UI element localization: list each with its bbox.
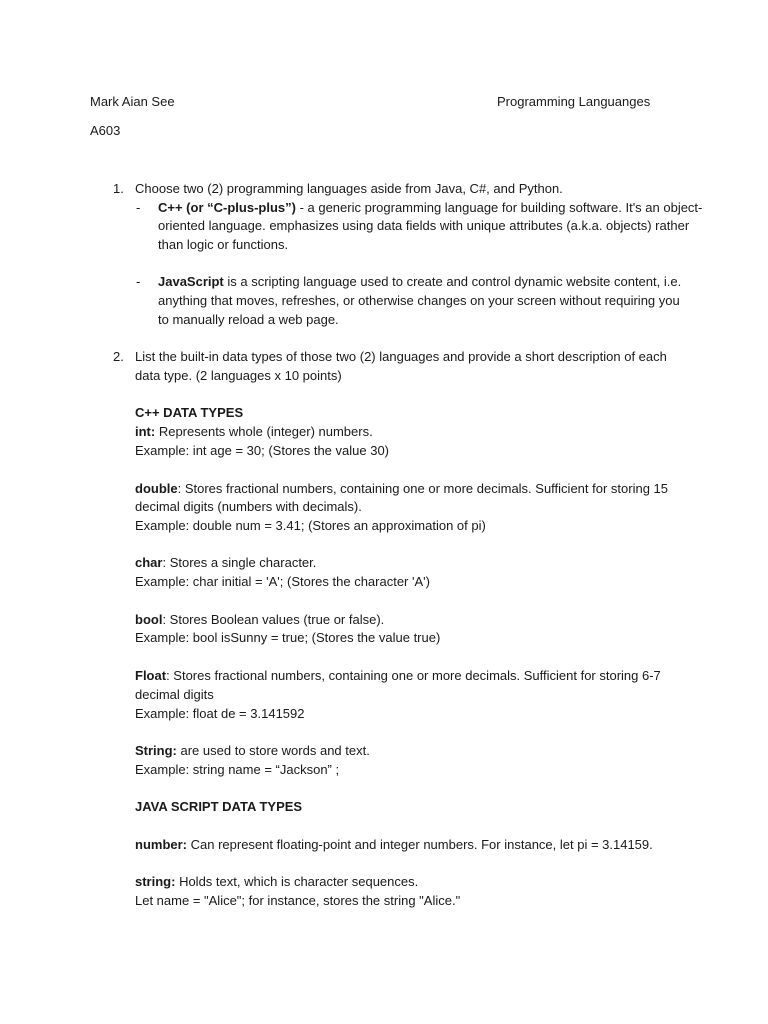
- data-type-description: : Stores a single character.: [162, 555, 317, 570]
- data-type-description: : Stores fractional numbers, containing one or more decimals. Sufficient for storing 6-7: [166, 668, 661, 683]
- list-item: [158, 199, 702, 218]
- question-number: 1.: [113, 181, 124, 196]
- data-type-example: Example: float de = 3.141592: [135, 706, 305, 721]
- data-type-entry: [135, 873, 418, 892]
- data-type-name: char: [135, 555, 163, 570]
- list-bullet: -: [136, 274, 141, 289]
- language-description: - a generic programming language for building software. It's an object-: [295, 200, 703, 215]
- data-type-name: int:: [135, 424, 156, 439]
- author-name: Mark Aian See: [90, 94, 175, 109]
- data-type-name: string:: [135, 874, 176, 889]
- question-prompt: data type. (2 languages x 10 points): [135, 368, 342, 383]
- data-type-description: Represents whole (integer) numbers.: [155, 424, 373, 439]
- data-type-entry: [135, 742, 370, 761]
- language-name: C++ (or “C-plus-plus”): [158, 200, 296, 215]
- section-heading: C++ DATA TYPES: [135, 405, 244, 420]
- data-type-entry: [135, 611, 384, 630]
- data-type-entry: [135, 667, 661, 686]
- data-type-entry: [135, 836, 653, 855]
- data-type-description: : Stores Boolean values (true or false).: [162, 612, 385, 627]
- data-type-description: : Stores fractional numbers, containing one or more decimals. Sufficient for storing 15: [177, 481, 669, 496]
- course-title: Programming Languanges: [497, 94, 651, 109]
- data-type-example: Let name = "Alice"; for instance, stores the string "Alice.": [135, 893, 461, 908]
- data-type-description: Holds text, which is character sequences.: [175, 874, 419, 889]
- data-type-example: Example: int age = 30; (Stores the value 30): [135, 443, 390, 458]
- language-description: to manually reload a web page.: [158, 312, 339, 327]
- data-type-name: bool: [135, 612, 163, 627]
- list-item: [158, 273, 681, 292]
- data-type-name: number:: [135, 837, 187, 852]
- data-type-name: double: [135, 481, 178, 496]
- data-type-description: are used to store words and text.: [176, 743, 370, 758]
- data-type-description: Can represent floating-point and integer numbers. For instance, let pi = 3.14159.: [187, 837, 653, 852]
- list-bullet: -: [136, 200, 141, 215]
- language-description: is a scripting language used to create and control dynamic website content, i.e.: [223, 274, 682, 289]
- data-type-entry: [135, 480, 668, 499]
- language-description: than logic or functions.: [158, 237, 289, 252]
- question-prompt: Choose two (2) programming languages aside from Java, C#, and Python.: [135, 181, 563, 196]
- data-type-entry: [135, 423, 373, 442]
- data-type-example: Example: char initial = 'A'; (Stores the character 'A'): [135, 574, 430, 589]
- data-type-entry: [135, 554, 316, 573]
- section-heading: JAVA SCRIPT DATA TYPES: [135, 799, 303, 814]
- data-type-description: decimal digits (numbers with decimals).: [135, 499, 362, 514]
- data-type-name: Float: [135, 668, 167, 683]
- data-type-name: String:: [135, 743, 177, 758]
- data-type-example: Example: bool isSunny = true; (Stores the value true): [135, 630, 441, 645]
- language-description: oriented language. emphasizes using data fields with unique attributes (a.k.a. objects) rather: [158, 218, 690, 233]
- section-code: A603: [90, 123, 121, 138]
- language-description: anything that moves, refreshes, or otherwise changes on your screen without requiring you: [158, 293, 680, 308]
- question-number: 2.: [113, 349, 124, 364]
- data-type-example: Example: double num = 3.41; (Stores an approximation of pi): [135, 518, 486, 533]
- question-prompt: List the built-in data types of those two (2) languages and provide a short description of each: [135, 349, 667, 364]
- data-type-description: decimal digits: [135, 687, 214, 702]
- data-type-example: Example: string name = “Jackson” ;: [135, 762, 340, 777]
- language-name: JavaScript: [158, 274, 224, 289]
